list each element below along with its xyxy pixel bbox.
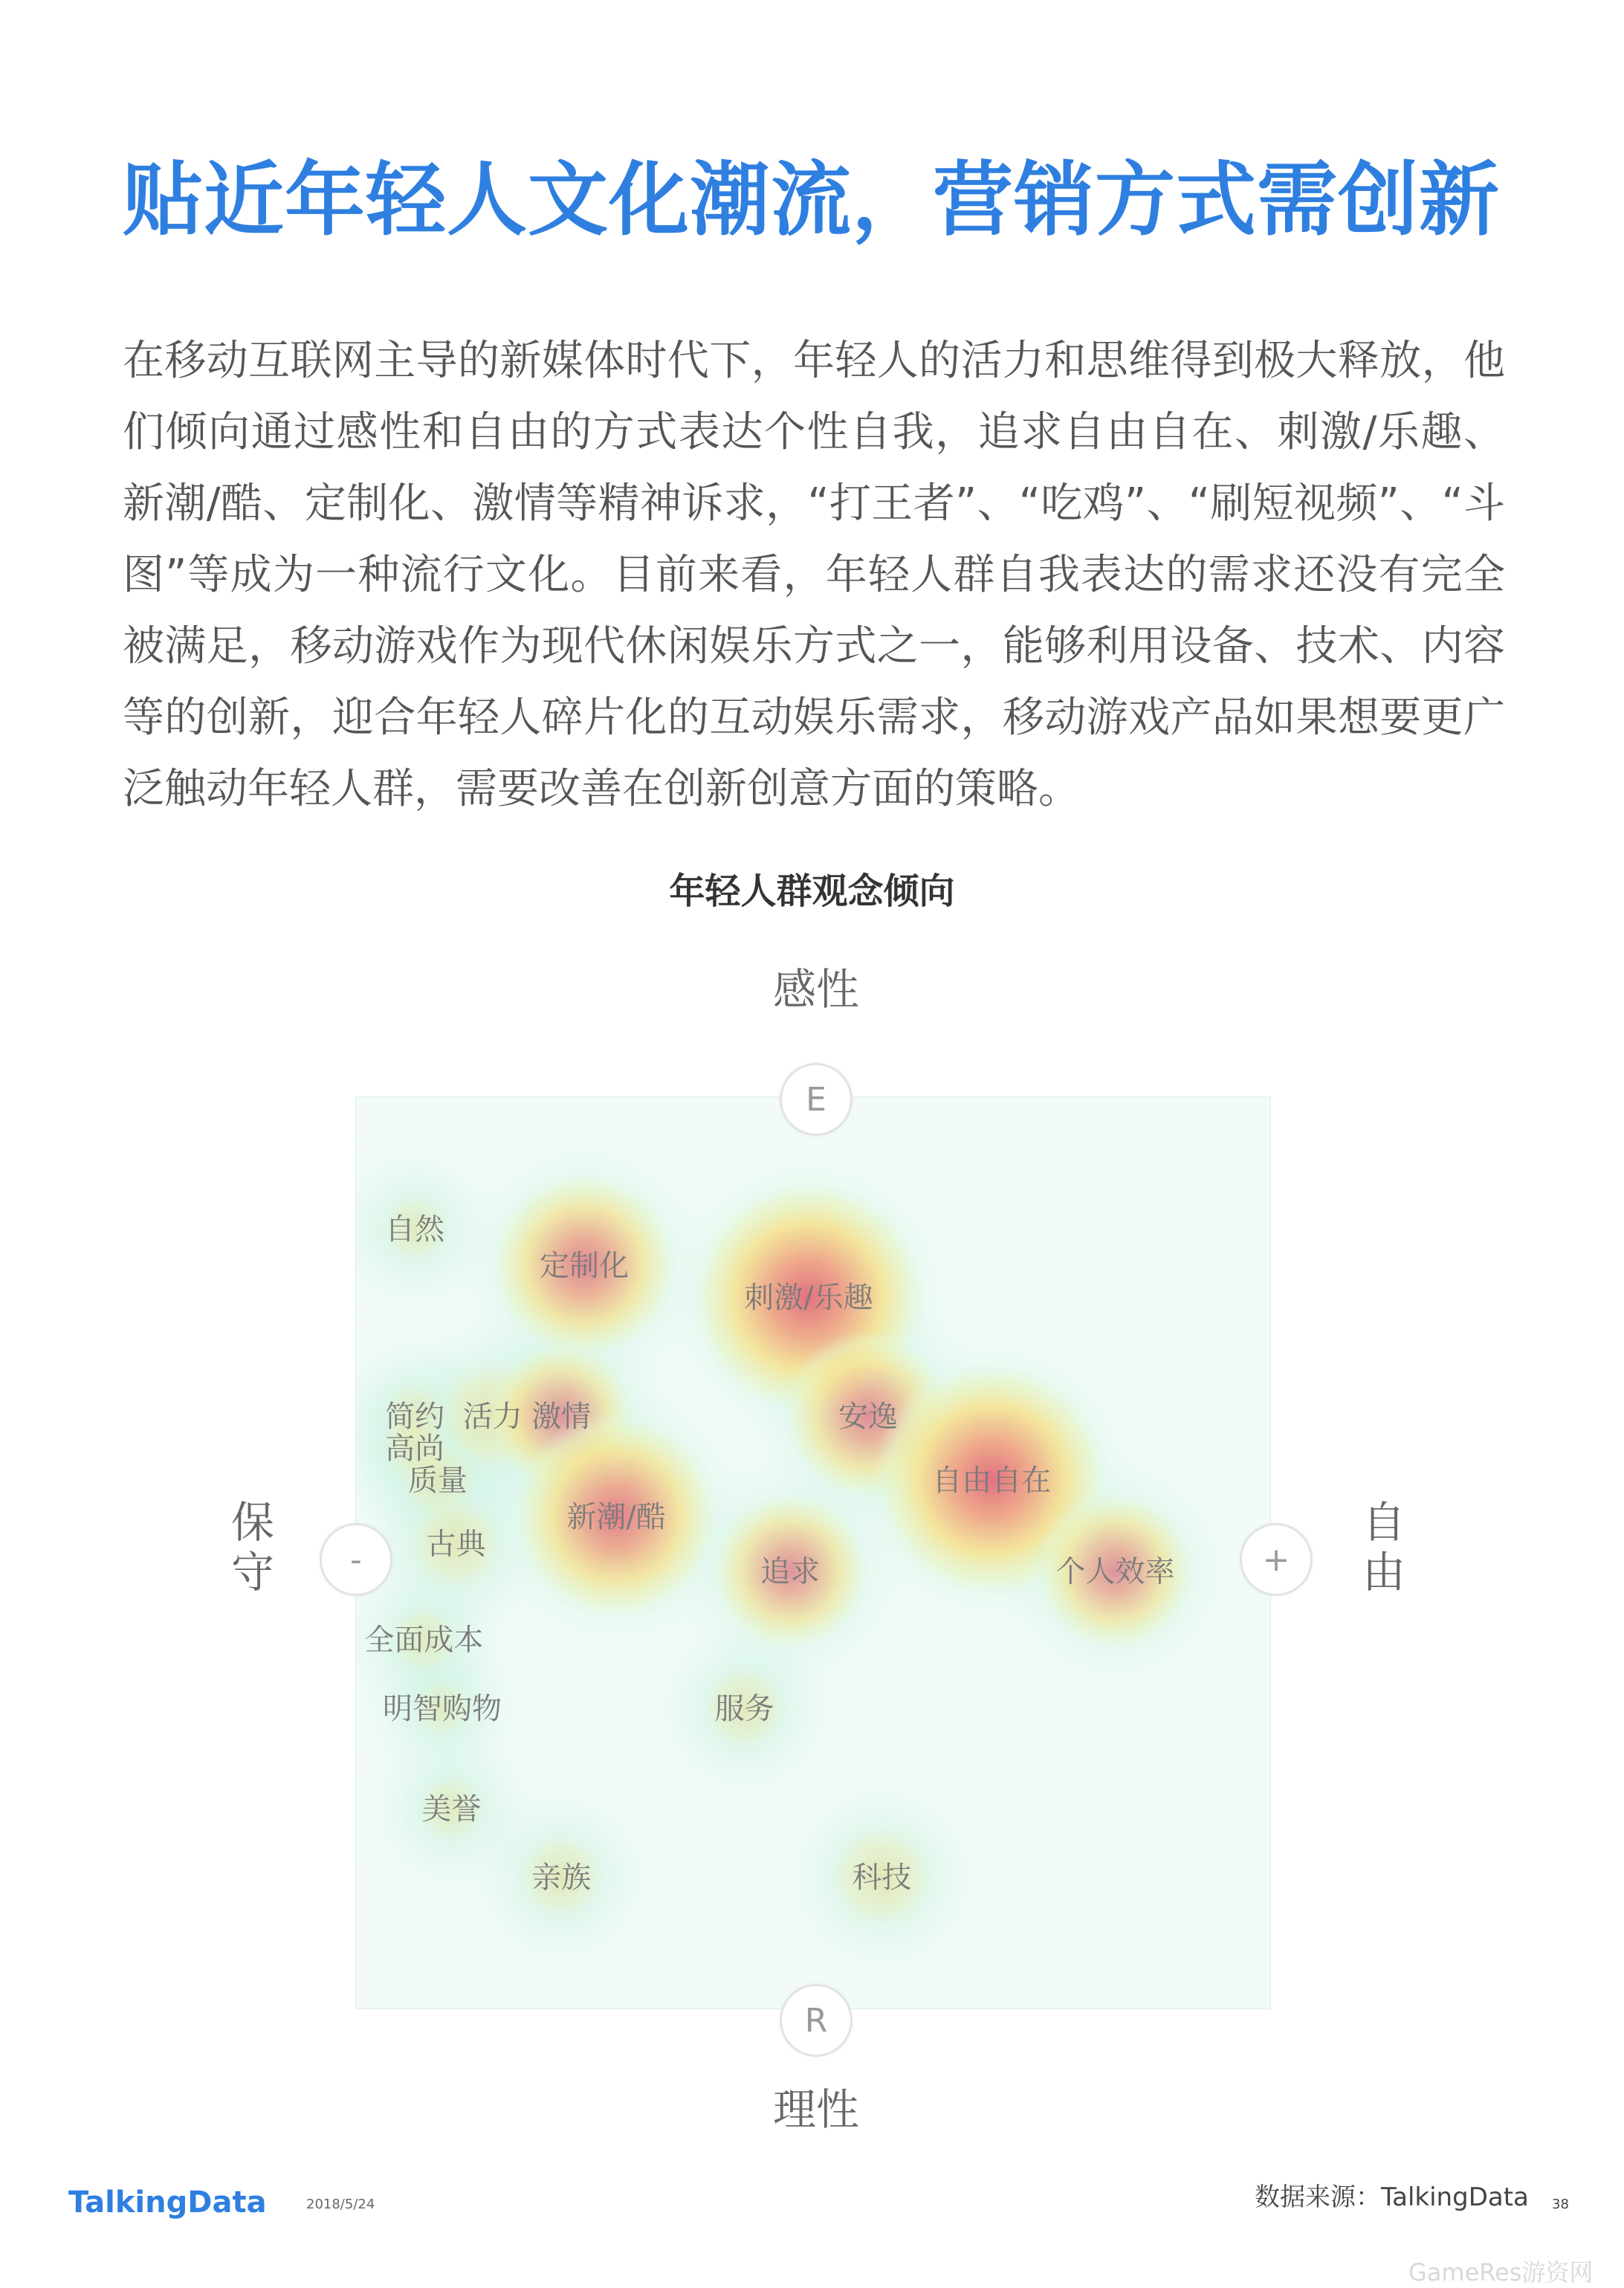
concept-label-8: 质量 (407, 1463, 468, 1498)
footer-date: 2018/5/24 (306, 2197, 375, 2212)
concept-label-17: 美誉 (421, 1791, 482, 1826)
concept-heatmap (355, 1096, 1271, 2009)
concept-label-0: 自然 (385, 1212, 445, 1247)
page-number: 38 (1552, 2197, 1569, 2212)
marker-conservative: - (320, 1523, 392, 1596)
concept-label-5: 活力 (462, 1399, 523, 1434)
concept-label-2: 刺激/乐趣 (744, 1281, 873, 1316)
body-paragraph: 在移动互联网主导的新媒体时代下，年轻人的活力和思维得到极大释放，他们倾向通过感性和自由的方式表达个性自我，追求自由自在、刺激/乐趣、新潮/酷、定制化、激情等精神诉求，“打王者”、“吃鸡”、“刷短视频”、“斗图”等成为一种流行文化。目前来看，年轻人群自我表达的需求还没有完全被满足，移动游戏作为现代休闲娱乐方式之一，能够利用设备、技术、内容等的创新，迎合年轻人碎片化的互动娱乐需求，移动游戏产品如果想要更广泛触动年轻人群，需要改善在创新创意方面的策略。 (123, 337, 1505, 813)
axis-label-top: 感性 (773, 964, 860, 1015)
concept-label-13: 个人效率 (1055, 1554, 1175, 1589)
data-source: 数据来源：TalkingData (1255, 2182, 1529, 2212)
axis-label-right: 自由 (1362, 1497, 1405, 1597)
concept-label-6: 激情 (531, 1399, 592, 1434)
concept-label-12: 追求 (760, 1554, 821, 1589)
marker-free: + (1240, 1523, 1313, 1596)
concept-label-4: 高尚 (385, 1431, 445, 1466)
marker-emotional: E (780, 1063, 853, 1136)
concept-label-19: 科技 (852, 1860, 912, 1895)
watermark: GameRes游资网 (1408, 2258, 1594, 2287)
axis-label-left: 保守 (230, 1497, 274, 1597)
concept-label-10: 新潮/酷 (566, 1499, 666, 1534)
concept-label-7: 安逸 (838, 1399, 898, 1434)
concept-label-1: 定制化 (540, 1249, 629, 1284)
concept-label-18: 亲族 (531, 1860, 592, 1895)
marker-rational: R (780, 1984, 853, 2057)
axis-label-bottom: 理性 (773, 2084, 860, 2135)
concept-label-9: 自由自在 (932, 1463, 1052, 1498)
concept-label-14: 全面成本 (364, 1623, 484, 1658)
concept-label-16: 服务 (714, 1691, 774, 1726)
talkingdata-logo: TalkingData (68, 2185, 267, 2220)
concept-label-3: 简约 (385, 1399, 445, 1434)
chart-title: 年轻人群观念倾向 (669, 870, 955, 912)
concept-label-11: 古典 (426, 1527, 486, 1562)
page-title: 贴近年轻人文化潮流，营销方式需创新 (123, 154, 1501, 247)
concept-label-15: 明智购物 (383, 1691, 502, 1726)
